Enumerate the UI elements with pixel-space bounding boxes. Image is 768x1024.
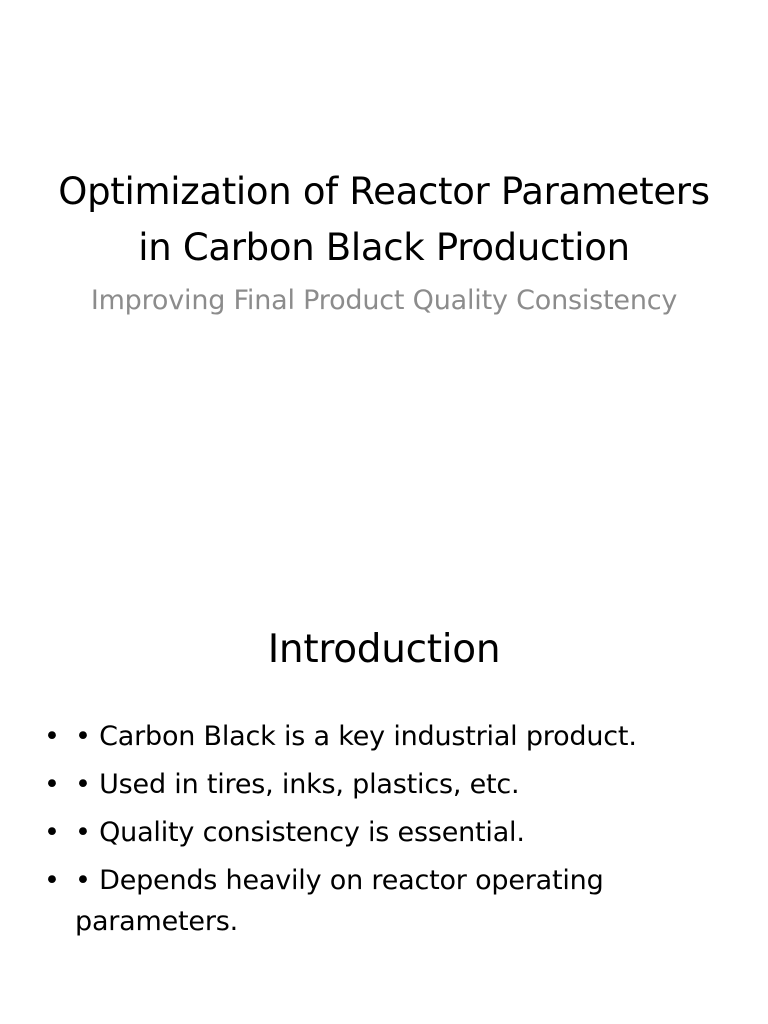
- bullet-text: • Depends heavily on reactor operating parameters.: [75, 865, 604, 937]
- title-block: [40, 164, 728, 321]
- bullet-item: [40, 860, 730, 942]
- bullet-list: [40, 716, 730, 949]
- presentation-subtitle: Improving Final Product Quality Consistency: [90, 285, 678, 316]
- bullet-text: • Carbon Black is a key industrial product.: [75, 721, 637, 752]
- bullet-text: • Quality consistency is essential.: [75, 817, 525, 848]
- bullet-marker: •: [44, 769, 60, 800]
- bullet-item: [40, 812, 730, 853]
- bullet-marker: •: [44, 817, 60, 848]
- bullet-marker: •: [44, 865, 60, 896]
- bullet-marker: •: [44, 721, 60, 752]
- bullet-text: • Used in tires, inks, plastics, etc.: [75, 769, 520, 800]
- presentation-title: Optimization of Reactor Parameters in Carbon Black Production: [58, 170, 710, 269]
- slide-title: Introduction: [267, 627, 501, 672]
- introduction-slide: [0, 512, 768, 1024]
- bullet-item: [40, 764, 730, 805]
- bullet-item: [40, 716, 730, 757]
